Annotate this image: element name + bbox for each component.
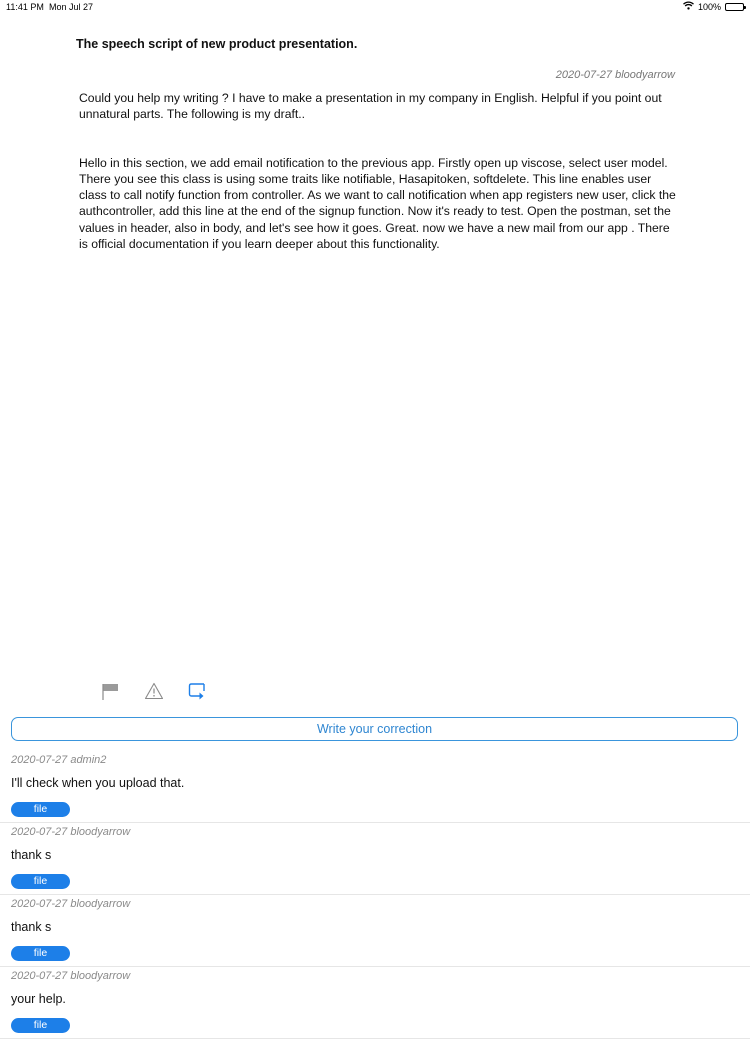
comment-meta: 2020-07-27 admin2 [11,754,107,766]
file-button[interactable]: file [11,1018,70,1033]
comment-text: thank s [11,920,52,934]
comment-meta: 2020-07-27 bloodyarrow [11,970,131,982]
status-bar [0,0,750,16]
status-date: Mon Jul 27 [49,2,94,12]
comment-text: thank s [11,848,52,862]
post-meta: 2020-07-27 bloodyarrow [555,69,675,81]
battery-icon [725,3,744,11]
comment-item [0,895,750,967]
warning-icon[interactable] [143,680,165,702]
comment-item [0,751,750,823]
post-paragraph: Hello in this section, we add email notification to the previous app. Firstly open up viscose, select user model. There you see this class is using some traits like notifiable, Hasapitoken, softdelete. This line enables user class to call notify function from controller. As we want to call notification when app registers new user, click the authcontroller, add this line at the end of the signup function. Now it's ready to test. Open the postman, set the values in header, also in body, and let's see how it goes. Great. now we have a new mail from our app . There is official documentation if you learn deeper about this functionality. [79,155,676,252]
post-paragraph: Could you help my writing ? I have to make a presentation in my company in English. Helpful if you point out unnatural parts. The following is my draft.. [79,91,662,122]
wifi-icon [683,1,694,12]
file-button[interactable]: file [11,874,70,889]
post-title: The speech script of new product presentation. [76,37,358,51]
file-button[interactable]: file [11,802,70,817]
status-indicators [683,1,744,12]
comment-text: I'll check when you upload that. [11,776,185,790]
battery-percent: 100% [697,1,721,12]
comments-list [0,751,750,1039]
flag-icon[interactable] [99,680,121,702]
comment-meta: 2020-07-27 bloodyarrow [11,826,131,838]
comment-meta: 2020-07-27 bloodyarrow [11,898,131,910]
file-button[interactable]: file [11,946,70,961]
write-correction-button[interactable]: Write your correction [11,717,738,741]
post-actions [99,680,209,702]
share-icon[interactable] [187,680,209,702]
status-time: 11:41 PM [6,2,44,12]
post-body [79,90,677,252]
comment-item [0,823,750,895]
comment-item [0,967,750,1039]
comment-text: your help. [11,992,66,1006]
